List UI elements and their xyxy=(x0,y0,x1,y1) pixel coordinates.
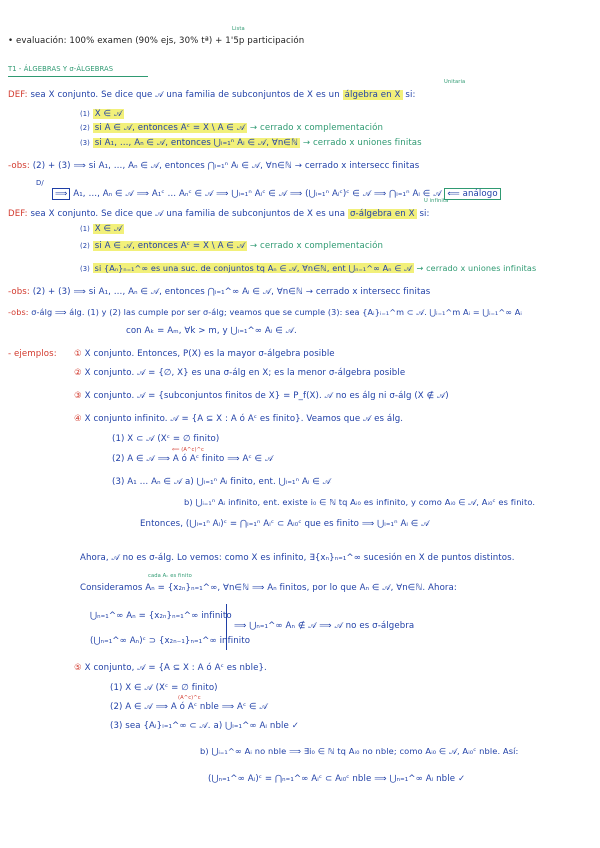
obs3-line xyxy=(8,308,522,316)
ex5-step-3c: (⋃ₙ₌₁^∞ Aᵢ)ᶜ = ⋂ₙ₌₁^∞ Aᵢᶜ ⊂ Aᵢ₀ᶜ nble ⟹ ⋃ₙ₌₁^∞ Aᵢ nble ✓ xyxy=(208,774,466,784)
ex5-note: (A^c)^c xyxy=(178,695,201,701)
case-conclusion: ⟹ ⋃ₙ₌₁^∞ Aₙ ∉ 𝒜 ⟹ 𝒜 no es σ-álgebra xyxy=(234,621,415,631)
eval-text: evaluación: 100% examen (90% ejs, 30% tª) + 1'5p participación xyxy=(16,36,305,46)
case-brace xyxy=(226,604,227,650)
obs1-dem-text: A₁, …, Aₙ ∈ 𝒜 ⟹ A₁ᶜ … Aₙᶜ ∈ 𝒜 ⟹ ⋃ᵢ₌₁ⁿ Aᵢᶜ ∈ 𝒜 ⟹ (⋃ᵢ₌₁ⁿ Aᵢᶜ)ᶜ ∈ 𝒜 ⟹ ⋂ᵢ₌₁ⁿ Aᵢ ∈ 𝒜 xyxy=(73,189,442,199)
def2-item-text: si {Aₙ}ₙ₌₁^∞ es una suc. de conjuntos tq Aₙ ∈ 𝒜, ∀n∈ℕ, ent ⋃ₙ₌₁^∞ Aₙ ∈ 𝒜 xyxy=(94,263,412,273)
def1-item-num: (1) xyxy=(80,110,90,118)
ejemplo-text: X conjunto, 𝒜 = {A ⊆ X : A ó Aᶜ es nble}. xyxy=(84,663,267,673)
ejemplo-5 xyxy=(74,664,267,673)
eval-line xyxy=(8,37,304,46)
def1-item-note: → cerrado x uniones finitas xyxy=(302,138,422,148)
ahora-line: Ahora, 𝒜 no es σ-álg. Lo vemos: como X es infinito, ∃{xₙ}ₙ₌₁^∞ sucesión en X de puntos distintos. xyxy=(80,553,515,563)
ejemplo-2 xyxy=(74,369,405,378)
obs3-label: -obs: xyxy=(8,307,29,317)
ex4-step-1: (1) X ⊂ 𝒜 (Xᶜ = ∅ finito) xyxy=(112,434,220,444)
ejemplo-text: X conjunto. 𝒜 = {subconjuntos finitos de X} = P_f(X). 𝒜 no es álg ni σ-álg (X ∉ 𝒜) xyxy=(84,391,449,401)
def1-label: DEF: xyxy=(8,90,28,100)
ex5-step-2: (2) A ∈ 𝒜 ⟹ A ó Aᶜ nble ⟹ Aᶜ ∈ 𝒜 xyxy=(110,702,268,712)
consider-note: cada Aₙ es finito xyxy=(148,573,192,579)
title-underline xyxy=(8,76,148,77)
def1-item-text: X ∈ 𝒜 xyxy=(94,109,123,119)
ex4-step-3: (3) A₁ … Aₙ ∈ 𝒜 a) ⋃ᵢ₌₁ⁿ Aᵢ finito, ent. ⋃ᵢ₌₁ⁿ Aᵢ ∈ 𝒜 xyxy=(112,477,332,487)
def1-item-3 xyxy=(80,139,422,148)
obs1-line xyxy=(8,162,419,171)
def1-highlight: álgebra en X xyxy=(344,90,401,100)
ejemplo-1 xyxy=(74,350,335,359)
ejemplo-num: ③ xyxy=(74,391,82,401)
def2-item-3 xyxy=(80,264,536,273)
def1-item-num: (3) xyxy=(80,139,90,147)
obs1-text: (2) + (3) ⟹ si A₁, …, Aₙ ∈ 𝒜, entonces ⋂ᵢ₌₁ⁿ Aᵢ ∈ 𝒜, ∀n∈ℕ → cerrado x intersecc finitas xyxy=(32,161,420,171)
def1-line xyxy=(8,91,415,100)
def2-item-num: (1) xyxy=(80,225,90,233)
ex5-step-3: (3) sea {Aᵢ}ᵢ₌₁^∞ ⊂ 𝒜. a) ⋃ᵢ₌₁^∞ Aᵢ nble ✓ xyxy=(110,721,300,731)
def2-line xyxy=(8,210,430,219)
case-1: ⋃ₙ₌₁^∞ Aₙ = {x₂ₙ}ₙ₌₁^∞ infinito xyxy=(90,611,232,621)
eval-note: Lista xyxy=(232,26,245,32)
def2-highlight: σ-álgebra en X xyxy=(349,209,415,219)
bullet: • xyxy=(8,36,14,46)
case-2: (⋃ₙ₌₁^∞ Aₙ)ᶜ ⊃ {x₂ₙ₋₁}ₙ₌₁^∞ infinito xyxy=(90,636,251,646)
obs1-label: -obs: xyxy=(8,161,30,171)
consider-line: Consideramos Aₙ = {x₂ₙ}ₙ₌₁^∞, ∀n∈ℕ ⟹ Aₙ finitos, por lo que Aₙ ∈ 𝒜, ∀n∈ℕ. Ahora: xyxy=(80,583,457,593)
def2-item-2 xyxy=(80,242,383,251)
def2-tail: si: xyxy=(419,209,430,219)
def1-item-1 xyxy=(80,110,124,119)
ejemplo-num: ⑤ xyxy=(74,663,82,673)
ejemplo-num: ② xyxy=(74,368,82,378)
def2-label: DEF: xyxy=(8,209,28,219)
obs3-text: σ-álg ⟹ álg. (1) y (2) las cumple por ser σ-álg; veamos que se cumple (3): sea {Aᵢ}ᵢ₌₁^m ⊂ 𝒜. ⋃ᵢ₌₁^m Aᵢ = ⋃ᵢ₌₁^∞ Aᵢ xyxy=(31,307,522,317)
def2-item-1 xyxy=(80,225,124,234)
ex5-step-1: (1) X ∈ 𝒜 (Xᶜ = ∅ finito) xyxy=(110,683,218,693)
ejemplo-text: X conjunto infinito. 𝒜 = {A ⊆ X : A ó Aᶜ es finito}. Veamos que 𝒜 es álg. xyxy=(84,414,404,424)
def2-item-num: (2) xyxy=(80,242,90,250)
obs3-text2: con Aₖ = Aₘ, ∀k > m, y ⋃ᵢ₌₁^∞ Aᵢ ∈ 𝒜. xyxy=(126,326,297,336)
obs1-dem-label: D/ xyxy=(36,179,44,187)
ejemplo-num: ① xyxy=(74,349,82,359)
ex4-step-3b: b) ⋃ᵢ₌₁ⁿ Aᵢ infinito, ent. existe i₀ ∈ ℕ tq Aᵢ₀ es infinito, y como Aᵢ₀ ∈ 𝒜, Aᵢ₀ᶜ es finito. xyxy=(184,497,536,507)
ex4-step-3c: Entonces, (⋃ᵢ₌₁ⁿ Aᵢ)ᶜ = ⋂ᵢ₌₁ⁿ Aᵢᶜ ⊂ Aᵢ₀ᶜ que es finito ⟹ ⋃ᵢ₌₁ⁿ Aᵢ ∈ 𝒜 xyxy=(140,519,430,529)
ejemplos-label: - ejemplos: xyxy=(8,349,57,359)
def2-item-text: si A ∈ 𝒜, entonces Aᶜ = X \ A ∈ 𝒜 xyxy=(94,241,246,251)
def1-item-note: → cerrado x complementación xyxy=(249,123,384,133)
obs1-analogo: ⟸ análogo xyxy=(444,188,500,200)
section-title: T1 - ÁLGEBRAS Y σ-ÁLGEBRAS xyxy=(8,65,114,73)
def2-item-note: → cerrado x complementación xyxy=(249,241,384,251)
def1-tail: si: xyxy=(405,90,416,100)
def1-item-num: (2) xyxy=(80,124,90,132)
def1-item-text: si A ∈ 𝒜, entonces Aᶜ = X \ A ∈ 𝒜 xyxy=(94,123,246,133)
def2-text: sea X conjunto. Se dice que 𝒜 una familia de subconjuntos de X es una xyxy=(30,209,346,219)
ejemplo-3 xyxy=(74,392,449,401)
obs1-arrow-box: ⟹ xyxy=(52,188,70,200)
def1-item-text: si A₁, …, Aₙ ∈ 𝒜, entonces ⋃ᵢ₌₁ⁿ Aᵢ ∈ 𝒜, ∀n∈ℕ xyxy=(94,138,298,148)
ejemplo-text: X conjunto. 𝒜 = {∅, X} es una σ-álg en X; es la menor σ-álgebra posible xyxy=(84,368,406,378)
ejemplo-num: ④ xyxy=(74,414,82,424)
def1-text: sea X conjunto. Se dice que 𝒜 una familia de subconjuntos de X es un xyxy=(30,90,340,100)
ejemplo-text: X conjunto. Entonces, P(X) es la mayor σ-álgebra posible xyxy=(84,349,335,359)
obs2-text: (2) + (3) ⟹ si A₁, …, Aₙ ∈ 𝒜, entonces ⋂ᵢ₌₁^∞ Aᵢ ∈ 𝒜, ∀n∈ℕ → cerrado x intersecc finitas xyxy=(32,287,431,297)
def1-item-2 xyxy=(80,124,383,133)
ex4-step-2: (2) A ∈ 𝒜 ⟹ A ó Aᶜ finito ⟹ Aᶜ ∈ 𝒜 xyxy=(112,454,274,464)
ex5-step-3b: b) ⋃ᵢ₌₁^∞ Aᵢ no nble ⟹ ∃i₀ ∈ ℕ tq Aᵢ₀ no nble; como Aᵢ₀ ∈ 𝒜, Aᵢ₀ᶜ nble. Así: xyxy=(200,746,519,756)
def2-item-text: X ∈ 𝒜 xyxy=(94,224,123,234)
def1-note: Unitaria xyxy=(444,79,466,85)
def2-item-num: (3) xyxy=(80,265,90,273)
def2-item-note: → cerrado x uniones infinitas xyxy=(416,263,537,273)
ejemplo-4 xyxy=(74,415,403,424)
ex4-note: ⟸ (A^c)^c xyxy=(172,447,204,453)
obs2-label: -obs: xyxy=(8,287,30,297)
def2-note: U infinita xyxy=(424,198,449,204)
obs2-line xyxy=(8,288,430,297)
